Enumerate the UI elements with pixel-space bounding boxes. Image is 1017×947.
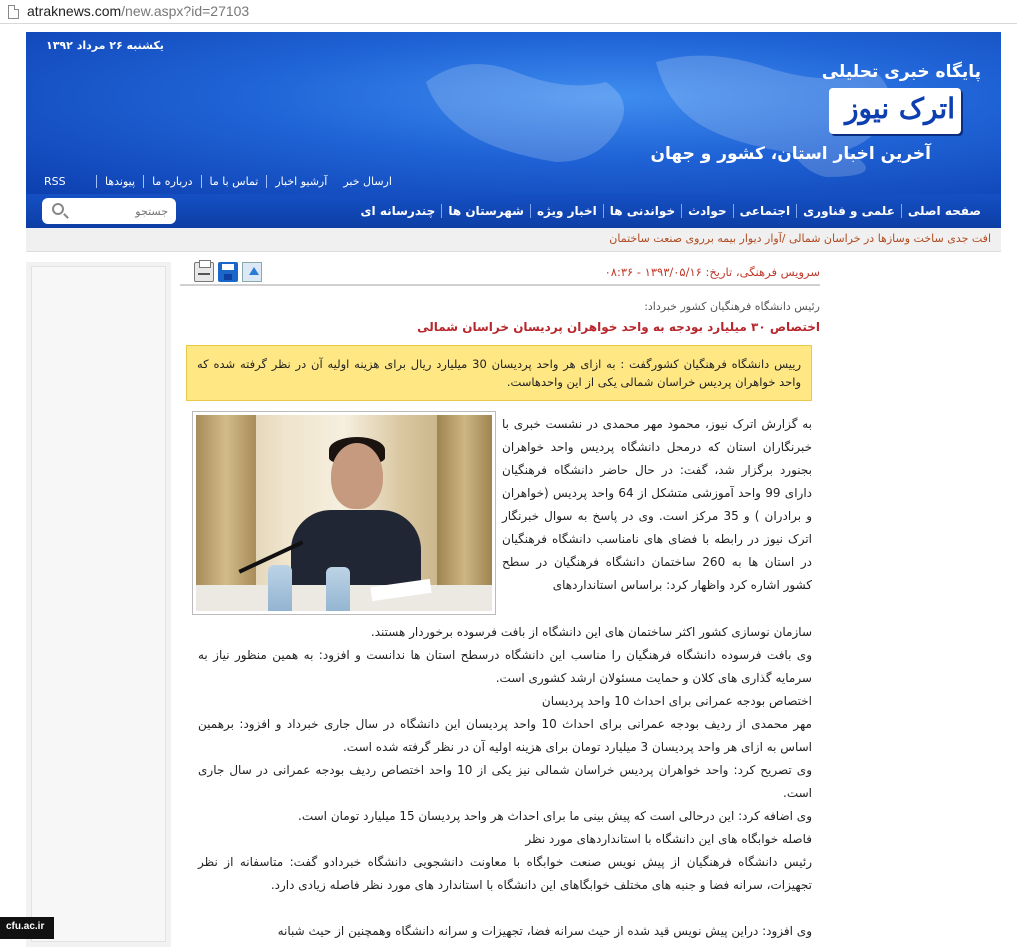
nav-item-readable[interactable]: خواندنی ها xyxy=(603,204,681,218)
nav-menu xyxy=(355,204,987,218)
nav-item-cities[interactable]: شهرستان ها xyxy=(441,204,530,218)
article-paragraph: وی اضافه کرد: این درحالی است که پیش بینی ما برای احداث هر واحد پردیسان 15 میلیارد تومان است. xyxy=(298,809,812,823)
url-text[interactable] xyxy=(27,3,249,19)
article-paragraph-side: به گزارش اترک نیوز، محمود مهر محمدی در نشست خبری با خبرنگاران استان که درمحل دانشگاه پردیس واحد خواهران بجنورد برگزار شد، گفت: در حال حاضر دانشگاه فرهنگیان دارای 99 واحد آموزشی متشکل از 64 واحد پردیس (خواهران و برادران ) و 35 مرکز است. وی در پاسخ به سوال خبرنگار اترک نیوز در رابطه با فضای های نامناسب دانشگاه فرهنگیان در استان ها به 260 ساختمان دانشگاه فرهنگیان در سطح کشور اشاره کرد واظهار کرد: براساس استانداردهای xyxy=(502,417,813,592)
search-input[interactable] xyxy=(78,202,168,220)
article-meta: سرویس فرهنگی، تاریخ: ۱۳۹۳/۰۵/۱۶ - ۰۸:۳۶ xyxy=(604,265,820,279)
news-ticker xyxy=(26,228,1001,252)
article-paragraph: رئیس دانشگاه فرهنگیان از پیش نویس صنعت خوابگاه با معاونت دانشجویی دانشگاه خبردادو گفت: متاسفانه از نظر تجهیزات، سرانه فضا و جنبه های مختلف خوابگاهای این دانشگاه با استاندارد های مورد نظر فاصله زیادی دارد. xyxy=(198,855,812,892)
article-tools xyxy=(194,262,262,282)
article-subtitle: رئیس دانشگاه فرهنگیان کشور خبرداد: xyxy=(644,300,820,313)
article-meta-row xyxy=(180,260,820,286)
site-header xyxy=(26,32,1001,194)
toplink-about[interactable]: درباره ما xyxy=(143,175,200,188)
search-box xyxy=(42,198,176,224)
article-paragraph: اختصاص بودجه عمرانی برای احداث 10 واحد پردیسان xyxy=(541,694,812,708)
sidebar-box xyxy=(31,266,166,942)
site-logo[interactable] xyxy=(829,88,961,134)
print-icon[interactable] xyxy=(194,262,214,282)
toplink-archive[interactable]: آرشیو اخبار xyxy=(266,175,335,188)
ticker-text[interactable]: افت جدی ساخت وسازها در خراسان شمالی /آوار دیوار بیمه برروی صنعت ساختمان xyxy=(609,232,991,245)
save-icon[interactable] xyxy=(218,262,238,282)
article-lead: رییس دانشگاه فرهنگیان کشورگفت : به ازای هر واحد پردیسان 30 میلیارد ریال برای هزینه اولیه آن در نظر گرفته شده که واحد خواهران پردیس خراسان شمالی یکی از این واحدهاست. xyxy=(197,357,802,389)
send-icon[interactable] xyxy=(242,262,262,282)
header-top-links xyxy=(96,175,400,188)
page-icon xyxy=(8,5,19,19)
rss-link[interactable]: RSS xyxy=(44,175,66,188)
article-paragraph: فاصله خوابگاه های این دانشگاه با استانداردهای مورد نظر xyxy=(525,832,812,846)
nav-item-special[interactable]: اخبار ویژه xyxy=(530,204,603,218)
nav-item-social[interactable]: اجتماعی xyxy=(733,204,797,218)
watermark-badge xyxy=(0,917,54,939)
nav-item-multimedia[interactable]: چندرسانه ای xyxy=(360,204,436,218)
search-icon[interactable] xyxy=(52,203,64,215)
header-date: یکشنبه ۲۶ مرداد ۱۳۹۲ xyxy=(46,39,164,52)
url-path: /new.aspx?id=27103 xyxy=(121,3,250,19)
right-column xyxy=(822,252,1001,947)
nav-item-incidents[interactable]: حوادث xyxy=(681,204,733,218)
article-paragraph: مهر محمدی از ردیف بودجه عمرانی برای احداث 10 واحد پردیسان این دانشگاه در سال جاری خبرداد و افزود: برهمین اساس به ازای هر واحد پردیسان 3 میلیارد تومان برای هزینه اولیه آن در نظر گرفته شده است. xyxy=(198,717,812,754)
left-sidebar xyxy=(26,262,171,947)
article-paragraph: وی تصریح کرد: واحد خواهران پردیس خراسان شمالی نیز یکی از 10 واحد اختصاص ردیف بودجه عمرانی در سال جاری است. xyxy=(198,763,812,800)
article xyxy=(180,256,820,947)
article-photo xyxy=(192,411,496,615)
toplink-send-news[interactable]: ارسال خبر xyxy=(343,175,392,188)
article-headline: اختصاص ۳۰ میلیارد بودجه به واحد خواهران پردیسان خراسان شمالی xyxy=(417,320,820,334)
main-nav xyxy=(26,194,1001,228)
article-paragraph: سازمان نوسازی کشور اکثر ساختمان های این دانشگاه از بافت فرسوده برخوردار هستند. xyxy=(370,625,812,639)
article-paragraph: وی افزود: دراین پیش نویس قید شده از حیث سرانه فضا، تجهیزات و سرانه دانشگاه وهمچنین از حیث شبانه xyxy=(277,924,812,938)
site-tagline: پایگاه خبری تحلیلی xyxy=(821,62,981,82)
photo-scene xyxy=(196,415,492,611)
toplink-links[interactable]: پیوندها xyxy=(96,175,143,188)
logo-text: اترک نیوز xyxy=(844,92,955,125)
article-lead-box xyxy=(186,345,812,401)
browser-url-bar[interactable] xyxy=(0,0,1017,24)
article-paragraph: وی بافت فرسوده دانشگاه فرهنگیان را مناسب این دانشگاه درسطح استان ها ندانست و افزود: به همین منظور نیاز به سرمایه گذاری های کلان و حمایت مسئولان ارشد کشوری است. xyxy=(198,648,812,685)
watermark-text: cfu.ac.ir xyxy=(6,921,45,932)
site-slogan: آخرین اخبار استان، کشور و جهان xyxy=(650,144,931,164)
nav-item-home[interactable]: صفحه اصلی xyxy=(901,204,987,218)
nav-item-science[interactable]: علمی و فناوری xyxy=(796,204,901,218)
url-host: atraknews.com xyxy=(27,3,122,19)
toplink-contact[interactable]: تماس با ما xyxy=(201,175,267,188)
